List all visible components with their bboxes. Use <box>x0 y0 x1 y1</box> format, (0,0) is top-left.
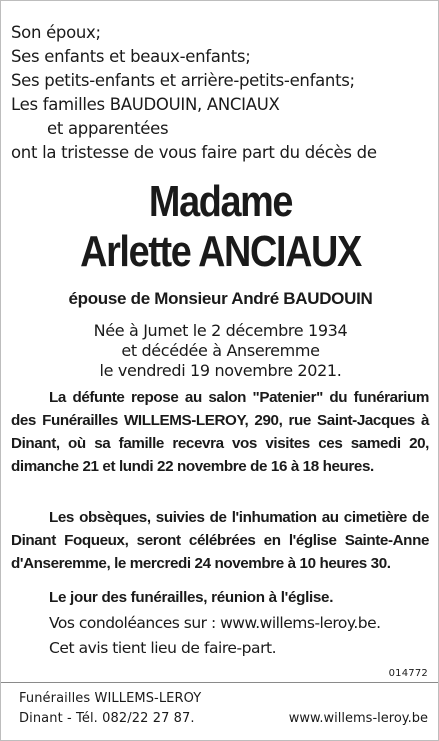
reference-number: 014772 <box>388 668 428 679</box>
footer-phone: Dinant - Tél. 082/22 27 87. <box>19 711 195 726</box>
intro-line-related: et apparentées <box>47 119 169 138</box>
family-intro <box>11 21 431 165</box>
footer-divider <box>1 682 439 683</box>
notice-line: Cet avis tient lieu de faire-part. <box>49 639 277 657</box>
intro-line-grandchildren: Ses petits-enfants et arrière-petits-enfants; <box>11 71 355 90</box>
footer-contact <box>19 689 201 729</box>
footer-company: Funérailles WILLEMS-LEROY <box>19 691 202 706</box>
birth-death-info <box>1 321 439 381</box>
repose-paragraph: La défunte repose au salon "Patenier" du funérarium des Funérailles WILLEMS-LEROY, 290, rue Saint-Jacques à Dinant, où sa famille recevra vos visites ces samedi 20, dimanche 21 et lundi 22 novembre de 16 à 18 heures. <box>11 389 429 475</box>
birth-line: Née à Jumet le 2 décembre 1934 <box>93 321 348 340</box>
reunion-line: Le jour des funérailles, réunion à l'église. <box>49 589 334 606</box>
death-date-line: le vendredi 19 novembre 2021. <box>99 361 342 380</box>
condolences-line: Vos condoléances sur : www.willems-leroy.be. <box>49 614 381 632</box>
deceased-name: Arlette ANCIAUX <box>80 227 361 276</box>
intro-line-children: Ses enfants et beaux-enfants; <box>11 47 251 66</box>
deceased-name-block <box>32 177 410 277</box>
intro-line-spouse: Son époux; <box>11 23 101 42</box>
funeral-paragraph: Les obsèques, suivies de l'inhumation au cimetière de Dinant Foqueux, seront célébrées en l'église Sainte-Anne d'Anseremme, le mercredi 24 novembre à 10 heures 30. <box>11 509 429 572</box>
spouse-line: épouse de Monsieur André BAUDOUIN <box>68 289 373 308</box>
death-place-line: et décédée à Anseremme <box>121 341 320 360</box>
deceased-title: Madame <box>148 177 293 226</box>
footer-website-link[interactable]: www.willems-leroy.be <box>288 711 428 726</box>
intro-line-families: Les familles BAUDOUIN, ANCIAUX <box>11 95 280 114</box>
intro-line-announcement: ont la tristesse de vous faire part du décès de <box>11 143 377 162</box>
